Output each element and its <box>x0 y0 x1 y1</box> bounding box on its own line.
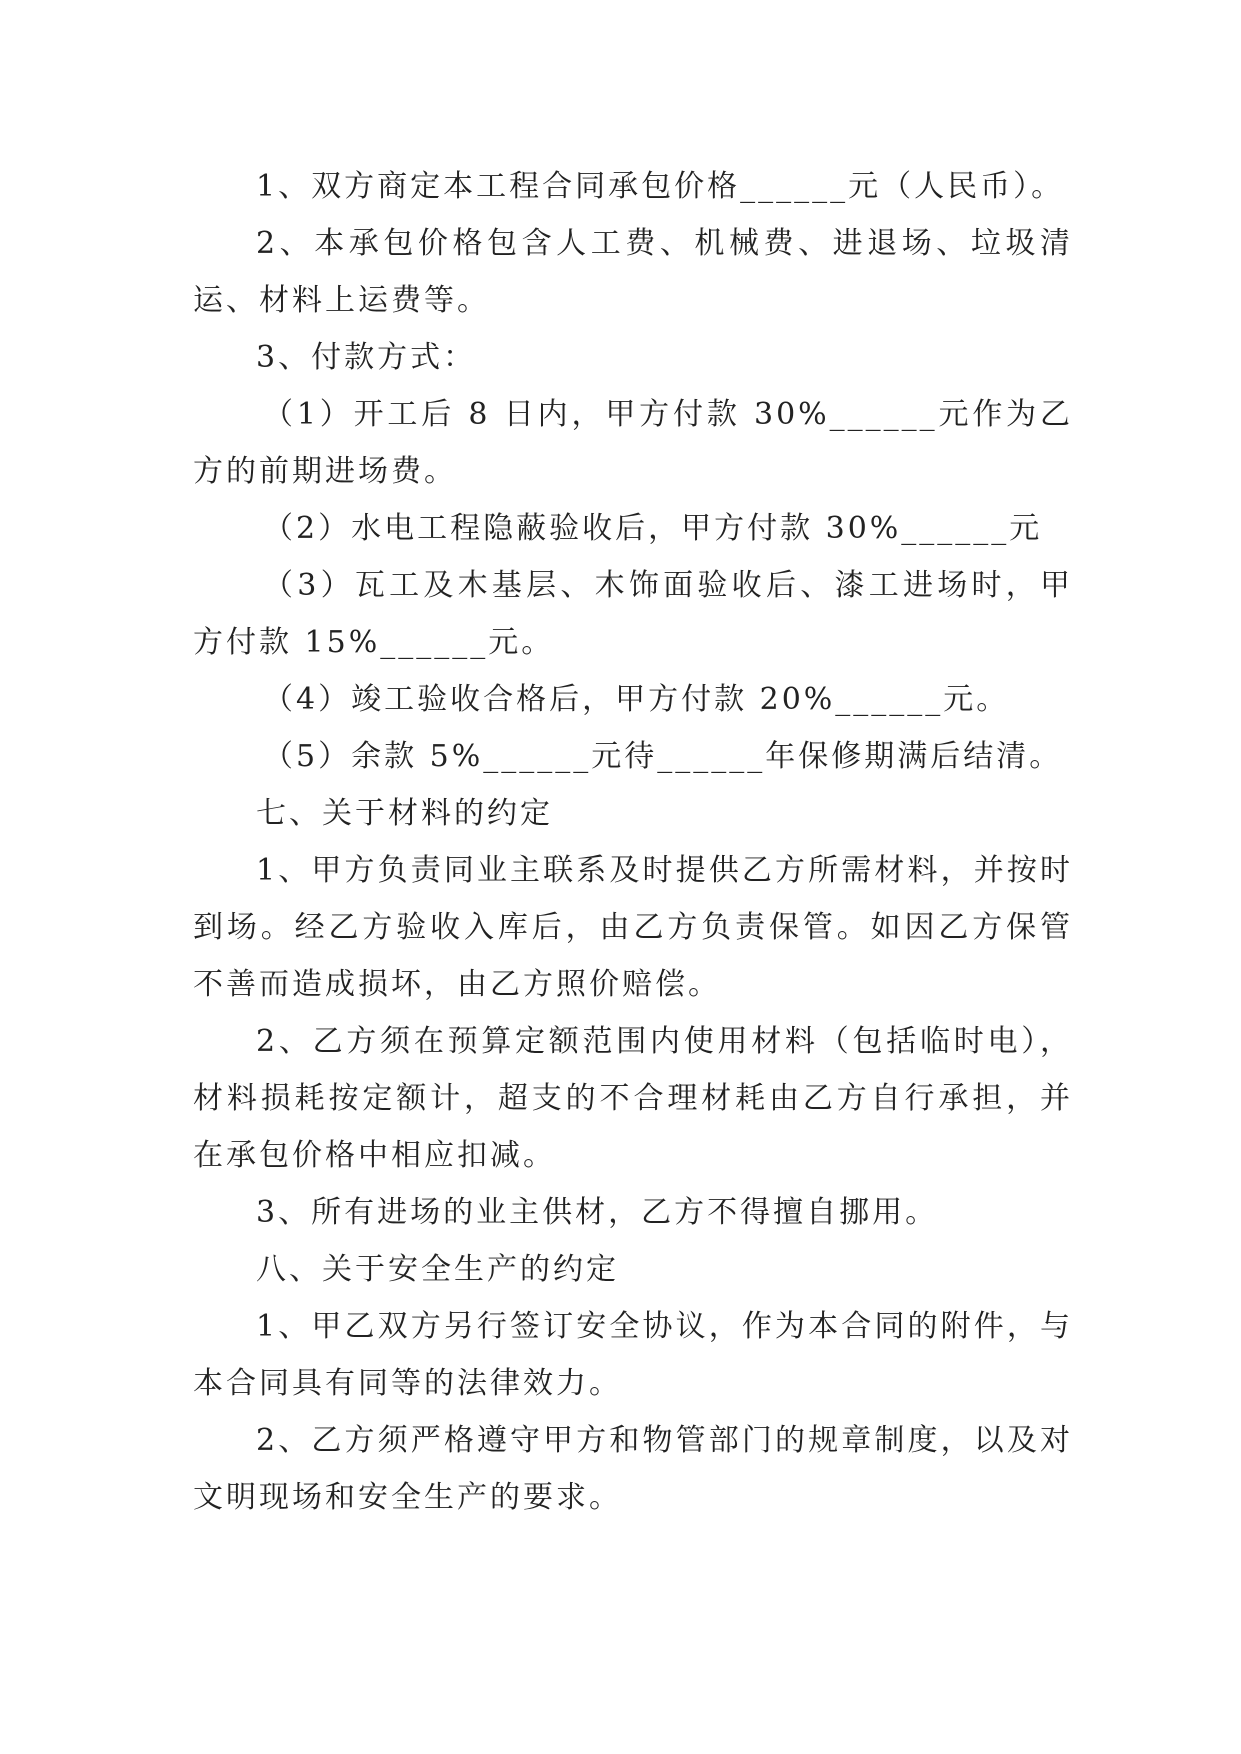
paragraph-price-includes: 2、本承包价格包含人工费、机械费、进退场、垃圾清运、材料上运费等。 <box>193 226 1073 318</box>
paragraph-materials-2: 2、乙方须在预算定额范围内使用材料（包括临时电），材料损耗按定额计，超支的不合理材耗由乙方自行承担，并在承包价格中相应扣减。 <box>193 1024 1073 1173</box>
section-heading-materials: 七、关于材料的约定 <box>256 796 553 831</box>
paragraph-payment-4: （4）竣工验收合格后，甲方付款 20%______元。 <box>263 682 1010 717</box>
document-body <box>193 158 1073 1526</box>
paragraph-materials-1: 1、甲方负责同业主联系及时提供乙方所需材料，并按时到场。经乙方验收入库后，由乙方负责保管。如因乙方保管不善而造成损坏，由乙方照价赔偿。 <box>193 853 1073 1002</box>
paragraph-payment-5: （5）余款 5%______元待______年保修期满后结清。 <box>263 739 1063 774</box>
paragraph-materials-3: 3、所有进场的业主供材，乙方不得擅自挪用。 <box>256 1195 939 1230</box>
paragraph-payment-1: （1）开工后 8 日内，甲方付款 30%______元作为乙方的前期进场费。 <box>193 397 1073 489</box>
paragraph-safety-1: 1、甲乙双方另行签订安全协议，作为本合同的附件，与本合同具有同等的法律效力。 <box>193 1309 1073 1401</box>
paragraph-contract-price: 1、双方商定本工程合同承包价格______元（人民币）。 <box>256 169 1065 204</box>
paragraph-payment-2: （2）水电工程隐蔽验收后，甲方付款 30%______元 <box>263 511 1043 546</box>
paragraph-payment-3: （3）瓦工及木基层、木饰面验收后、漆工进场时，甲方付款 15%______元。 <box>193 568 1073 660</box>
paragraph-payment-method: 3、付款方式： <box>256 340 477 375</box>
paragraph-safety-2: 2、乙方须严格遵守甲方和物管部门的规章制度，以及对文明现场和安全生产的要求。 <box>193 1423 1073 1515</box>
section-heading-safety: 八、关于安全生产的约定 <box>256 1252 619 1287</box>
